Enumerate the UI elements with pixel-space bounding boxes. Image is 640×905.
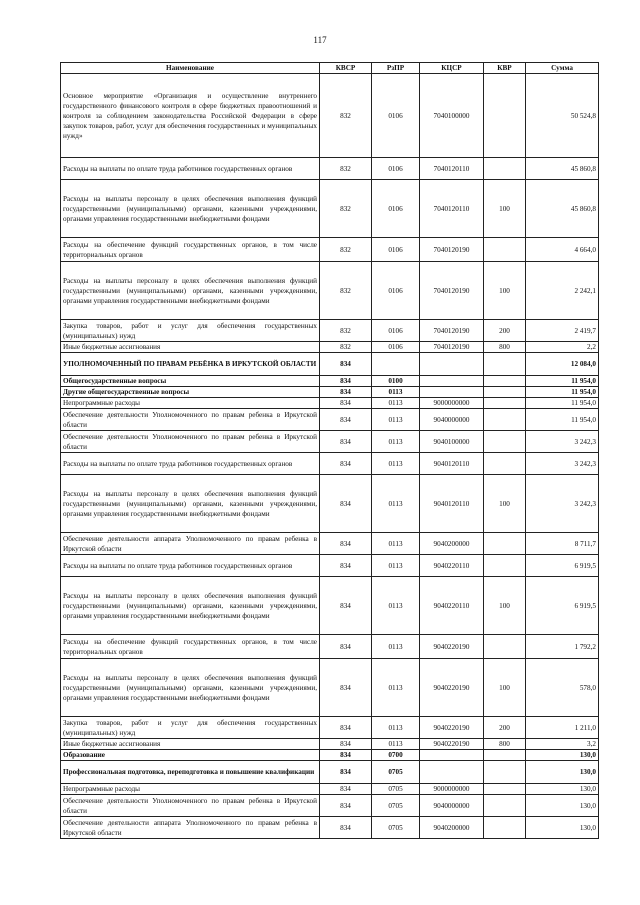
cell-kvr: 200 [484, 320, 526, 342]
cell-rzpr: 0106 [372, 262, 420, 320]
cell-kcsr [420, 387, 484, 398]
cell-sum: 11 954,0 [526, 409, 599, 431]
cell-rzpr: 0700 [372, 750, 420, 761]
table-header-row [61, 63, 599, 74]
cell-kvr [484, 784, 526, 795]
cell-sum: 50 524,8 [526, 74, 599, 158]
cell-kcsr: 7040100000 [420, 74, 484, 158]
cell-kvr [484, 387, 526, 398]
header-kvr: КВР [484, 63, 526, 74]
cell-sum: 3 242,3 [526, 431, 599, 453]
cell-name: Расходы на обеспечение функций государственных органов, в том числе территориальных органов [61, 635, 320, 659]
cell-kvsr: 834 [320, 795, 372, 817]
cell-sum: 12 084,0 [526, 353, 599, 376]
cell-kvsr: 832 [320, 262, 372, 320]
cell-kvr [484, 398, 526, 409]
cell-kvr [484, 409, 526, 431]
cell-rzpr: 0106 [372, 238, 420, 262]
cell-sum: 130,0 [526, 761, 599, 784]
cell-name: Расходы на выплаты по оплате труда работников государственных органов [61, 158, 320, 180]
cell-sum: 11 954,0 [526, 376, 599, 387]
cell-kvsr: 834 [320, 431, 372, 453]
cell-kcsr: 9040000000 [420, 409, 484, 431]
table-row [61, 533, 599, 555]
cell-sum: 11 954,0 [526, 398, 599, 409]
cell-rzpr: 0705 [372, 795, 420, 817]
cell-rzpr: 0113 [372, 431, 420, 453]
cell-kvr: 100 [484, 262, 526, 320]
cell-kvr: 200 [484, 717, 526, 739]
cell-kvsr: 834 [320, 475, 372, 533]
cell-name: Расходы на выплаты персоналу в целях обеспечения выполнения функций государственными (муниципальными) органами, казенными учреждениями, органами управления государственными внебюджетными фондами [61, 262, 320, 320]
cell-kcsr [420, 353, 484, 376]
cell-name: Непрограммные расходы [61, 784, 320, 795]
cell-name: Обеспечение деятельности Уполномоченного по правам ребенка в Иркутской области [61, 409, 320, 431]
cell-sum: 3 242,3 [526, 475, 599, 533]
cell-kvsr: 834 [320, 784, 372, 795]
table-row [61, 158, 599, 180]
budget-table [60, 62, 599, 839]
cell-rzpr: 0705 [372, 784, 420, 795]
cell-rzpr: 0106 [372, 320, 420, 342]
cell-sum: 130,0 [526, 817, 599, 839]
cell-rzpr: 0705 [372, 817, 420, 839]
cell-kcsr: 9040120110 [420, 475, 484, 533]
cell-sum: 578,0 [526, 659, 599, 717]
cell-kvr: 100 [484, 180, 526, 238]
cell-kvsr: 834 [320, 750, 372, 761]
cell-name: Иные бюджетные ассигнования [61, 342, 320, 353]
table-row [61, 387, 599, 398]
cell-kcsr: 9040220190 [420, 659, 484, 717]
cell-name: Обеспечение деятельности аппарата Уполномоченного по правам ребенка в Иркутской области [61, 533, 320, 555]
cell-name: Профессиональная подготовка, переподготовка и повышение квалификации [61, 761, 320, 784]
table-row [61, 74, 599, 158]
cell-kcsr [420, 761, 484, 784]
cell-kvr: 800 [484, 739, 526, 750]
cell-sum: 45 860,8 [526, 158, 599, 180]
cell-kcsr: 9040220110 [420, 577, 484, 635]
header-kvsr: КВСР [320, 63, 372, 74]
cell-sum: 1 211,0 [526, 717, 599, 739]
table-row [61, 398, 599, 409]
cell-kvsr: 834 [320, 409, 372, 431]
cell-rzpr: 0113 [372, 739, 420, 750]
cell-kcsr [420, 750, 484, 761]
cell-name: Общегосударственные вопросы [61, 376, 320, 387]
cell-kcsr: 7040120190 [420, 342, 484, 353]
cell-sum: 6 919,5 [526, 577, 599, 635]
cell-kcsr: 7040120190 [420, 262, 484, 320]
cell-kvsr: 834 [320, 817, 372, 839]
table-row [61, 659, 599, 717]
cell-kvsr: 834 [320, 376, 372, 387]
table-row [61, 238, 599, 262]
cell-name: Непрограммные расходы [61, 398, 320, 409]
cell-kvr: 100 [484, 659, 526, 717]
cell-kvr: 100 [484, 577, 526, 635]
cell-sum: 2,2 [526, 342, 599, 353]
table-row [61, 475, 599, 533]
cell-kcsr: 9040220190 [420, 635, 484, 659]
cell-name: УПОЛНОМОЧЕННЫЙ ПО ПРАВАМ РЕБЁНКА В ИРКУТСКОЙ ОБЛАСТИ [61, 353, 320, 376]
table-row [61, 320, 599, 342]
cell-kvr [484, 795, 526, 817]
cell-kvsr: 834 [320, 398, 372, 409]
cell-rzpr: 0106 [372, 158, 420, 180]
cell-sum: 2 419,7 [526, 320, 599, 342]
table-row [61, 761, 599, 784]
cell-name: Образование [61, 750, 320, 761]
cell-name: Расходы на выплаты по оплате труда работников государственных органов [61, 453, 320, 475]
cell-rzpr: 0113 [372, 577, 420, 635]
cell-kcsr: 9040000000 [420, 795, 484, 817]
table-row [61, 784, 599, 795]
cell-name: Иные бюджетные ассигнования [61, 739, 320, 750]
cell-rzpr: 0113 [372, 398, 420, 409]
cell-sum: 3,2 [526, 739, 599, 750]
cell-kvsr: 832 [320, 342, 372, 353]
cell-kcsr: 9000000000 [420, 784, 484, 795]
cell-kvr [484, 158, 526, 180]
cell-kvr [484, 750, 526, 761]
cell-kvr [484, 533, 526, 555]
table-row [61, 431, 599, 453]
cell-sum: 4 664,0 [526, 238, 599, 262]
cell-kvr [484, 817, 526, 839]
cell-kcsr: 7040120110 [420, 180, 484, 238]
table-row [61, 342, 599, 353]
cell-kvr: 800 [484, 342, 526, 353]
table-row [61, 453, 599, 475]
cell-name: Обеспечение деятельности Уполномоченного по правам ребенка в Иркутской области [61, 795, 320, 817]
cell-kvsr: 834 [320, 717, 372, 739]
cell-rzpr: 0106 [372, 342, 420, 353]
cell-sum: 130,0 [526, 784, 599, 795]
cell-rzpr: 0106 [372, 180, 420, 238]
cell-kvsr: 832 [320, 158, 372, 180]
cell-rzpr: 0113 [372, 453, 420, 475]
header-kcsr: КЦСР [420, 63, 484, 74]
cell-name: Другие общегосударственные вопросы [61, 387, 320, 398]
table-row [61, 635, 599, 659]
table-row [61, 577, 599, 635]
cell-rzpr: 0106 [372, 74, 420, 158]
cell-kcsr: 7040120190 [420, 238, 484, 262]
cell-rzpr: 0705 [372, 761, 420, 784]
cell-kvsr: 834 [320, 533, 372, 555]
cell-kcsr [420, 376, 484, 387]
header-sum: Сумма [526, 63, 599, 74]
table-row [61, 353, 599, 376]
cell-kcsr: 9040220190 [420, 717, 484, 739]
cell-kvsr: 834 [320, 659, 372, 717]
cell-sum: 11 954,0 [526, 387, 599, 398]
cell-kvsr: 834 [320, 761, 372, 784]
table-row [61, 262, 599, 320]
cell-kvsr: 832 [320, 74, 372, 158]
cell-name: Расходы на выплаты персоналу в целях обеспечения выполнения функций государственными (муниципальными) органами, казенными учреждениями, органами управления государственными внебюджетными фондами [61, 577, 320, 635]
cell-kvr [484, 238, 526, 262]
cell-rzpr [372, 353, 420, 376]
cell-sum: 2 242,1 [526, 262, 599, 320]
cell-kvsr: 834 [320, 739, 372, 750]
cell-rzpr: 0113 [372, 409, 420, 431]
cell-kvr [484, 555, 526, 577]
cell-kcsr: 7040120110 [420, 158, 484, 180]
cell-kcsr: 9040120110 [420, 453, 484, 475]
table-row [61, 739, 599, 750]
cell-kvsr: 834 [320, 577, 372, 635]
cell-kvr [484, 431, 526, 453]
cell-name: Обеспечение деятельности аппарата Уполномоченного по правам ребенка в Иркутской области [61, 817, 320, 839]
cell-sum: 45 860,8 [526, 180, 599, 238]
cell-kvsr: 832 [320, 320, 372, 342]
cell-rzpr: 0113 [372, 533, 420, 555]
cell-rzpr: 0113 [372, 717, 420, 739]
table-row [61, 817, 599, 839]
table-row [61, 180, 599, 238]
cell-kvr: 100 [484, 475, 526, 533]
cell-kcsr: 7040120190 [420, 320, 484, 342]
table-body [61, 74, 599, 839]
cell-name: Закупка товаров, работ и услуг для обеспечения государственных (муниципальных) нужд [61, 320, 320, 342]
cell-kcsr: 9040100000 [420, 431, 484, 453]
cell-kvsr: 834 [320, 635, 372, 659]
table-row [61, 795, 599, 817]
cell-kvr [484, 353, 526, 376]
cell-name: Расходы на выплаты персоналу в целях обеспечения выполнения функций государственными (муниципальными) органами, казенными учреждениями, органами управления государственными внебюджетными фондами [61, 180, 320, 238]
cell-kvr [484, 761, 526, 784]
header-name: Наименование [61, 63, 320, 74]
table-row [61, 376, 599, 387]
cell-kcsr: 9040220110 [420, 555, 484, 577]
cell-rzpr: 0100 [372, 376, 420, 387]
cell-name: Закупка товаров, работ и услуг для обеспечения государственных (муниципальных) нужд [61, 717, 320, 739]
cell-name: Расходы на выплаты персоналу в целях обеспечения выполнения функций государственными (муниципальными) органами, казенными учреждениями, органами управления государственными внебюджетными фондами [61, 475, 320, 533]
cell-name: Основное мероприятие «Организация и осуществление внутреннего государственного финансового контроля в сфере бюджетных правоотношений и контроля за соблюдением законодательства Российской Федерации в сфере закупок товаров, работ, услуг для обеспечения государственных и муниципальных нужд» [61, 74, 320, 158]
table-row [61, 750, 599, 761]
page-number: 117 [313, 35, 327, 45]
cell-sum: 3 242,3 [526, 453, 599, 475]
cell-kvsr: 832 [320, 180, 372, 238]
header-rzpr: РзПР [372, 63, 420, 74]
cell-kvr [484, 376, 526, 387]
cell-sum: 6 919,5 [526, 555, 599, 577]
cell-sum: 1 792,2 [526, 635, 599, 659]
cell-kvsr: 834 [320, 387, 372, 398]
cell-kcsr: 9040220190 [420, 739, 484, 750]
cell-name: Расходы на выплаты по оплате труда работников государственных органов [61, 555, 320, 577]
cell-name: Обеспечение деятельности Уполномоченного по правам ребенка в Иркутской области [61, 431, 320, 453]
cell-kvsr: 834 [320, 453, 372, 475]
cell-kvr [484, 635, 526, 659]
table-row [61, 409, 599, 431]
cell-rzpr: 0113 [372, 659, 420, 717]
cell-name: Расходы на выплаты персоналу в целях обеспечения выполнения функций государственными (муниципальными) органами, казенными учреждениями, органами управления государственными внебюджетными фондами [61, 659, 320, 717]
cell-kvsr: 832 [320, 238, 372, 262]
cell-kvr [484, 74, 526, 158]
cell-kcsr: 9040200000 [420, 817, 484, 839]
cell-kcsr: 9040200000 [420, 533, 484, 555]
table-row [61, 717, 599, 739]
cell-rzpr: 0113 [372, 475, 420, 533]
cell-name: Расходы на обеспечение функций государственных органов, в том числе территориальных органов [61, 238, 320, 262]
cell-kcsr: 9000000000 [420, 398, 484, 409]
cell-kvsr: 834 [320, 353, 372, 376]
cell-sum: 130,0 [526, 750, 599, 761]
cell-rzpr: 0113 [372, 555, 420, 577]
cell-rzpr: 0113 [372, 635, 420, 659]
cell-kvsr: 834 [320, 555, 372, 577]
cell-kvr [484, 453, 526, 475]
cell-sum: 8 711,7 [526, 533, 599, 555]
cell-sum: 130,0 [526, 795, 599, 817]
table-row [61, 555, 599, 577]
cell-rzpr: 0113 [372, 387, 420, 398]
